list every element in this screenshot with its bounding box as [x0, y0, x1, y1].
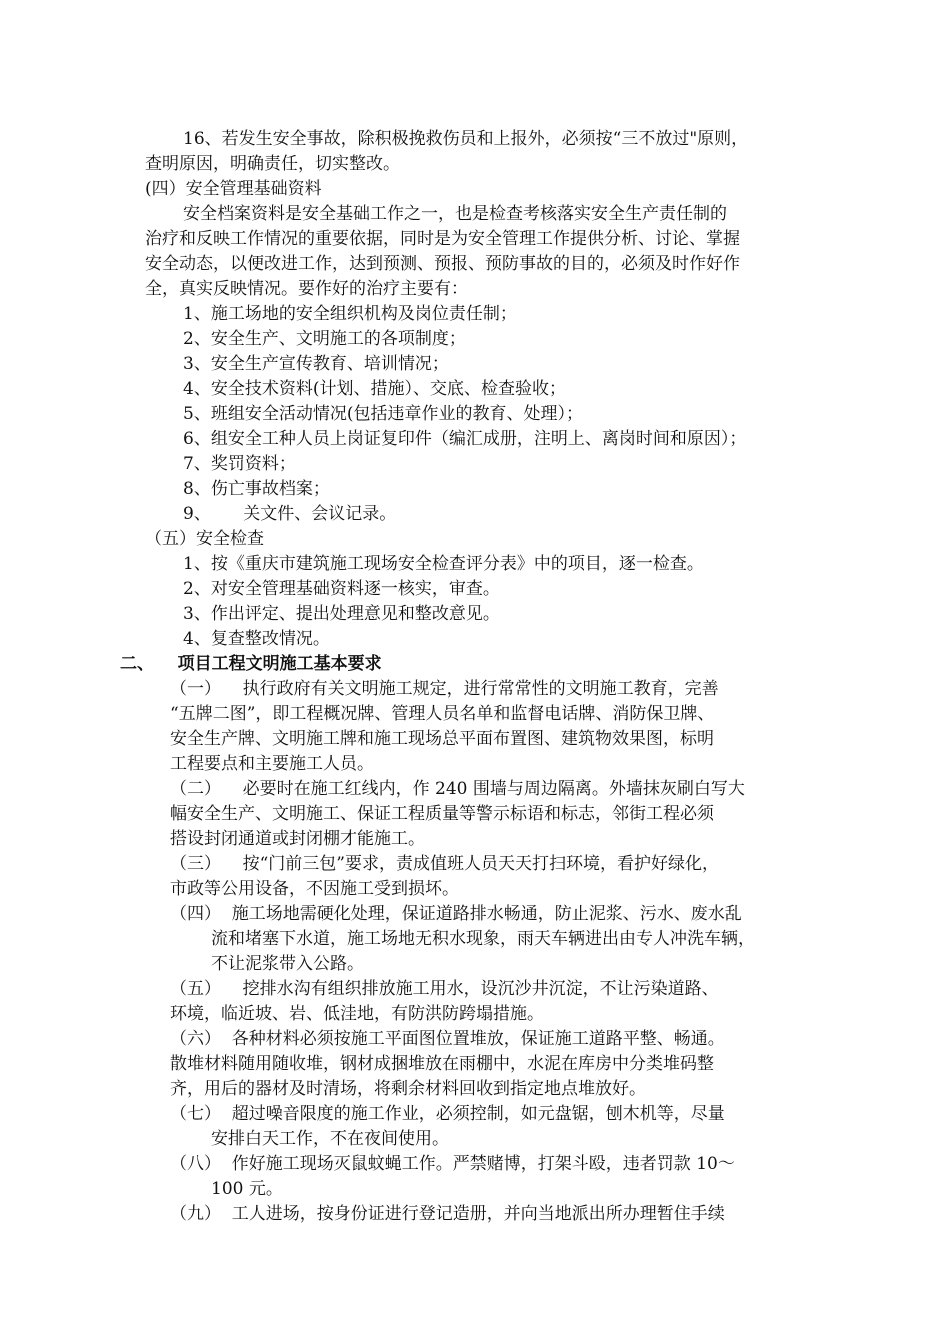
list-item: 2、安全生产、文明施工的各项制度； [183, 329, 466, 349]
text-line: 安全档案资料是安全基础工作之一，也是检查考核落实安全生产责任制的 [183, 204, 727, 224]
text-line: “五牌二图”，即工程概况牌、管理人员名单和监督电话牌、消防保卫牌、 [170, 704, 715, 724]
text-line: 散堆材料随用随收堆，钢材成捆堆放在雨棚中，水泥在库房中分类堆码整 [170, 1054, 714, 1074]
list-item: 5、班组安全活动情况(包括违章作业的教育、处理）； [183, 404, 583, 424]
text-line: 安全生产牌、文明施工牌和施工现场总平面布置图、建筑物效果图，标明 [170, 729, 714, 749]
text-line: （四） 施工场地需硬化处理，保证道路排水畅通，防止泥浆、污水、废水乱 [170, 904, 742, 924]
text-line: 搭设封闭通道或封闭棚才能施工。 [170, 829, 425, 849]
text-line: 全，真实反映情况。要作好的治疗主要有： [145, 279, 468, 299]
text-line: （七） 超过噪音限度的施工作业，必须控制，如元盘锯，刨木机等，尽量 [170, 1104, 725, 1124]
text-line: 流和堵塞下水道，施工场地无积水现象，雨天车辆进出由专人冲洗车辆， [211, 929, 755, 949]
text-line: 幅安全生产、文明施工、保证工程质量等警示标语和标志，邻街工程必须 [170, 804, 714, 824]
text-line: 查明原因，明确责任，切实整改。 [145, 154, 400, 174]
list-item: 6、组安全工种人员上岗证复印件（编汇成册，注明上、离岗时间和原因）； [183, 429, 747, 449]
list-item: 4、复查整改情况。 [183, 629, 330, 649]
text-line: （一） 执行政府有关文明施工规定，进行常常性的文明施工教育，完善 [170, 679, 719, 699]
text-line: 工程要点和主要施工人员。 [170, 754, 374, 774]
text-line: （九） 工人进场，按身份证进行登记造册，并向当地派出所办理暂住手续 [170, 1204, 725, 1224]
list-item: 3、作出评定、提出处理意见和整改意见。 [183, 604, 500, 624]
text-line: （八） 作好施工现场灭鼠蚊蝇工作。严禁赌博，打架斗殴，违者罚款 10～ [170, 1154, 735, 1174]
text-line: 市政等公用设备，不因施工受到损坏。 [170, 879, 459, 899]
text-line: 100 元。 [211, 1179, 283, 1199]
text-line: （三） 按“门前三包”要求，责成值班人员天天打扫环境，看护好绿化， [170, 854, 719, 874]
text-line: 安全动态，以便改进工作，达到预测、预报、预防事故的目的，必须及时作好作 [145, 254, 740, 274]
list-item: 3、安全生产宣传教育、培训情况； [183, 354, 449, 374]
text-line: 安排白天工作，不在夜间使用。 [211, 1129, 449, 1149]
list-item: 7、奖罚资料； [183, 454, 296, 474]
list-item: 1、施工场地的安全组织机构及岗位责任制； [183, 304, 517, 324]
text-line: 环境，临近坡、岩、低洼地，有防洪防跨塌措施。 [170, 1004, 544, 1024]
text-line: 治疗和反映工作情况的重要依据，同时是为安全管理工作提供分析、讨论、掌握 [145, 229, 740, 249]
chapter-heading: 二、 项目工程文明施工基本要求 [120, 654, 382, 674]
text-line: 齐，用后的器材及时清场，将剩余材料回收到指定地点堆放好。 [170, 1079, 646, 1099]
list-item: 1、按《重庆市建筑施工现场安全检查评分表》中的项目，逐一检查。 [183, 554, 704, 574]
section-heading: （五）安全检查 [145, 529, 264, 549]
list-item: 9、 关文件、会议记录。 [183, 504, 397, 524]
list-item: 4、安全技术资料(计划、措施）、交底、检查验收； [183, 379, 566, 399]
text-line: （二） 必要时在施工红线内，作 240 围墙与周边隔离。外墙抹灰刷白写大 [170, 779, 745, 799]
text-line: 不让泥浆带入公路。 [211, 954, 364, 974]
text-line: 16、若发生安全事故，除积极挽救伤员和上报外，必须按“三不放过"原则， [183, 129, 749, 149]
list-item: 8、伤亡事故档案； [183, 479, 330, 499]
text-line: （六） 各种材料必须按施工平面图位置堆放，保证施工道路平整、畅通。 [170, 1029, 725, 1049]
text-line: （五） 挖排水沟有组织排放施工用水，设沉沙井沉淀，不让污染道路、 [170, 979, 719, 999]
list-item: 2、对安全管理基础资料逐一核实，审查。 [183, 579, 500, 599]
section-heading: (四）安全管理基础资料 [145, 179, 322, 199]
